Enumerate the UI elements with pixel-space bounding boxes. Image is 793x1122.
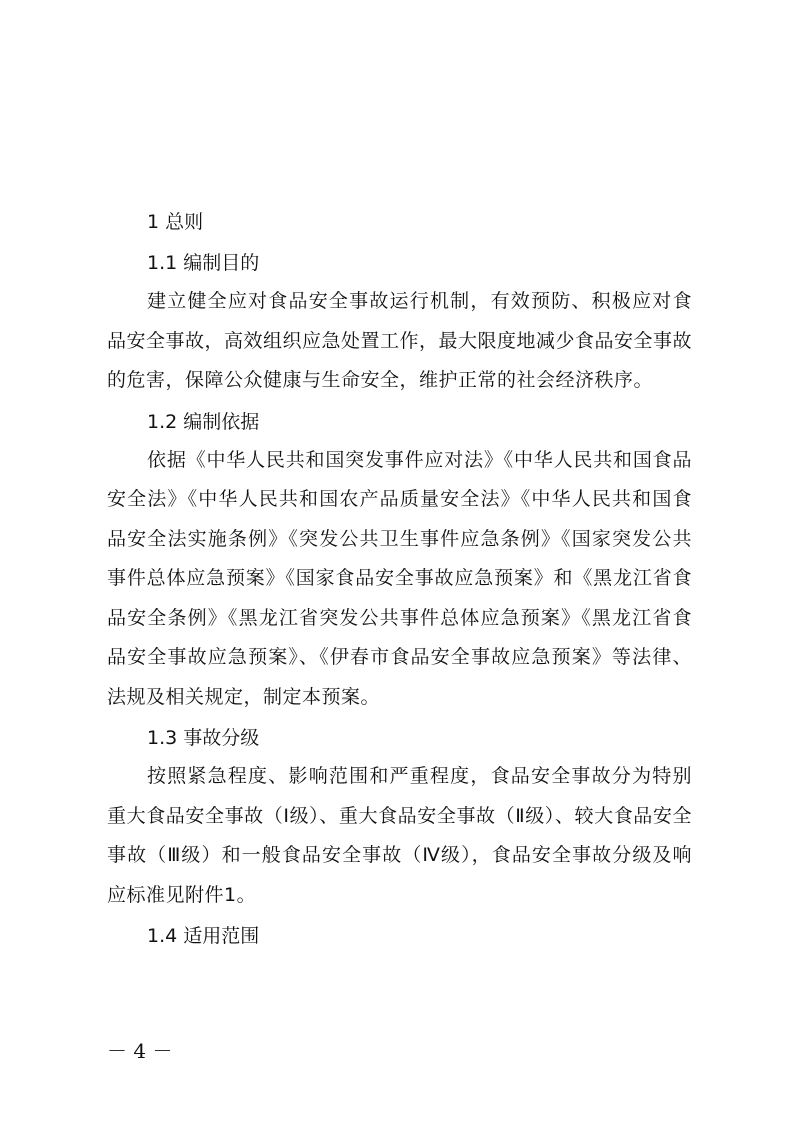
section-purpose (107, 244, 692, 401)
chapter-title: 1 总则 (147, 211, 204, 233)
section-heading: 1.2 编制依据 (147, 410, 260, 433)
section-paragraph: 依据《中华人民共和国突发事件应对法》《中华人民共和国食品安全法》《中华人民共和国农产品质量安全法》《中华人民共和国食品安全法实施条例》《突发公共卫生事件应急条例》《国家突发公共事件总体应急预案》《国家食品安全事故应急预案》和《黑龙江省食品安全条例》《黑龙江省突发公共事件总体应急预案》《黑龙江省食品安全事故应急预案》、《伊春市食品安全事故应急预案》等法律、法规及相关规定，制定本预案。 (107, 448, 692, 708)
page-number: － 4 － (107, 1039, 173, 1063)
section-heading: 1.3 事故分级 (147, 727, 260, 749)
section-scope (107, 917, 692, 955)
section-classification (107, 719, 692, 915)
section-paragraph: 按照紧急程度、影响范围和严重程度，食品安全事故分为特别重大食品安全事故（Ⅰ级）、重大食品安全事故（Ⅱ级）、较大食品安全事故（Ⅲ级）和一般食品安全事故（Ⅳ级），食品安全事故分级及响应标准见附件1。 (107, 765, 692, 906)
section-paragraph: 建立健全应对食品安全事故运行机制，有效预防、积极应对食品安全事故，高效组织应急处置工作，最大限度地减少食品安全事故的危害，保障公众健康与生命安全，维护正常的社会经济秩序。 (107, 290, 693, 391)
section-heading: 1.1 编制目的 (147, 252, 260, 274)
section-heading: 1.4 适用范围 (147, 925, 260, 947)
document-body (107, 202, 692, 955)
section-basis (107, 403, 692, 718)
